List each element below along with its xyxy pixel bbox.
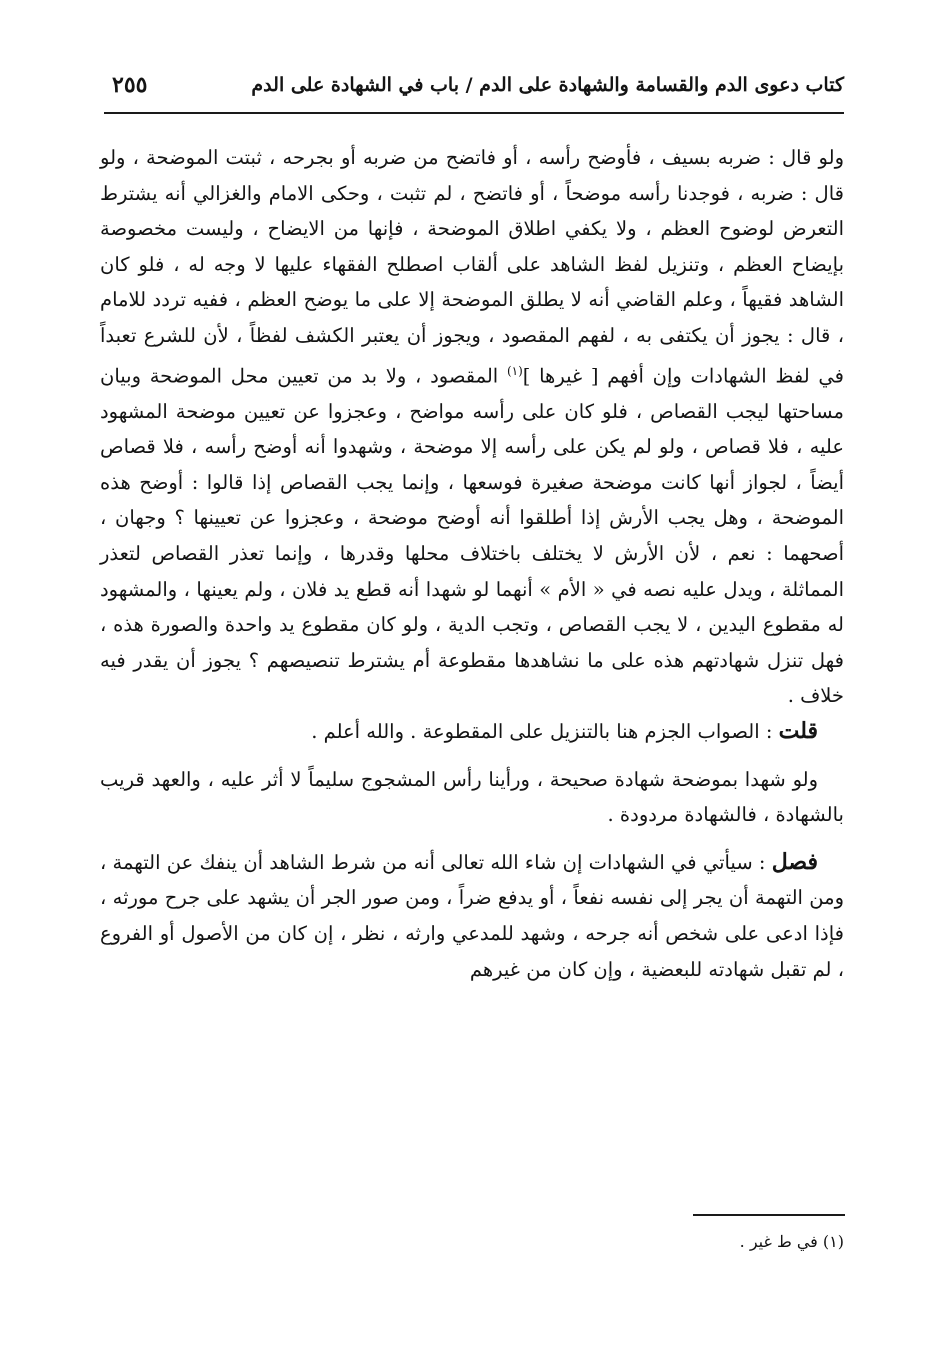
footnote-marker: (١) bbox=[506, 363, 523, 378]
page-header bbox=[104, 68, 844, 114]
page-number: ٢٥٥ bbox=[112, 72, 148, 98]
paragraph-3-text: ولو شهدا بموضحة شهادة صحيحة ، ورأينا رأس المشجوج سليماً لا أثر عليه ، والعهد قريب بالشهادة ، فالشهادة مردودة . bbox=[100, 767, 844, 827]
running-title: كتاب دعوى الدم والقسامة والشهادة على الدم / باب في الشهادة على الدم bbox=[251, 74, 844, 96]
paragraph-1-text: ولو قال : ضربه بسيف ، فأوضح رأسه ، أو فاتضح من ضربه أو بجرحه ، ثبتت الموضحة ، ولو قال : ضربه ، فوجدنا رأسه موضحاً ، أو فاتضح ، لم تثبت ، وحكى الامام والغزالي أنه يشترط التعرض لوضوح العظم ، ولا يكفي اطلاق الموضحة ، فإنها من الايضاح ، وليست مخصوصة بإيضاح العظم ، وتنزيل لفظ الشاهد على ألقاب اصطلح الفقهاء عليها لا وجه له ، فلو كان الشاهد فقيهاً ، وعلم القاضي أنه لا يطلق الموضحة إلا على ما يوضح العظم ، ففيه تردد للامام ، قال : يجوز أن يكتفى به ، لفهم المقصود ، ويجوز أن يعتبر الكشف لفظاً ، لأن للشرع تعبداً في لفظ الشهادات وإن أفهم [ غيرها ] bbox=[100, 146, 844, 388]
paragraph-1-continued: المقصود ، ولا بد من تعيين محل الموضحة وبيان مساحتها ليجب القصاص ، فلو كان على رأسه مواضح ، وعجزوا عن تعيين موضحة المشهود عليه ، فلا قصاص ، ولو لم يكن على رأسه إلا موضحة ، وشهدوا أنه أوضح رأسه ، فلا قصاص أيضاً ، لجواز أنها كانت موضحة صغيرة فوسعها ، وإنما يجب القصاص إذا قالوا : أوضح هذه الموضحة ، وهل يجب الأرش إذا أطلقوا أنه أوضح موضحة ، وعجزوا عن تعيينها ؟ وجهان ، أصحهما : نعم ، لأن الأرش لا يختلف باختلاف محلها وقدرها ، وإنما تعذر القصاص لتعذر المماثلة ، ويدل عليه نصه في « الأم » أنهما لو شهدا أنه قطع يد فلان ، ولم يعينها ، والمشهود له مقطوع اليدين ، لا يجب القصاص ، وتجب الدية ، ولو كان مقطوع يد واحدة والصورة هذه ، فهل تنزل شهادتهم هذه على ما نشاهدها مقطوعة أم يشترط تنصيصهم ؟ يجوز أن يقدر فيه خلاف . bbox=[100, 364, 844, 708]
paragraph-3 bbox=[100, 762, 844, 833]
footnote-divider bbox=[693, 1214, 845, 1216]
main-text bbox=[100, 140, 844, 987]
fasl-keyword: فصل bbox=[771, 848, 818, 875]
paragraph-qult bbox=[100, 714, 844, 750]
footnote: (١) في ط غير . bbox=[739, 1232, 844, 1251]
qult-keyword: قلت bbox=[778, 718, 818, 744]
paragraph-1 bbox=[100, 140, 844, 714]
qult-text: : الصواب الجزم هنا بالتنزيل على المقطوعة . والله أعلم . bbox=[311, 720, 773, 743]
paragraph-fasl bbox=[100, 845, 844, 987]
fasl-text: : سيأتي في الشهادات إن شاء الله تعالى أنه من شرط الشاهد أن ينفك عن التهمة ، ومن التهمة أن يجر إلى نفسه نفعاً ، أو يدفع ضراً ، ومن صور الجر أن يشهد على جرح مورثه ، فإذا ادعى على شخص أنه جرحه ، وشهد للمدعي وارثه ، نظر ، إن كان من الأصول أو الفروع ، لم تقبل شهادته للبعضية ، وإن كان من غيرهم bbox=[100, 850, 844, 981]
